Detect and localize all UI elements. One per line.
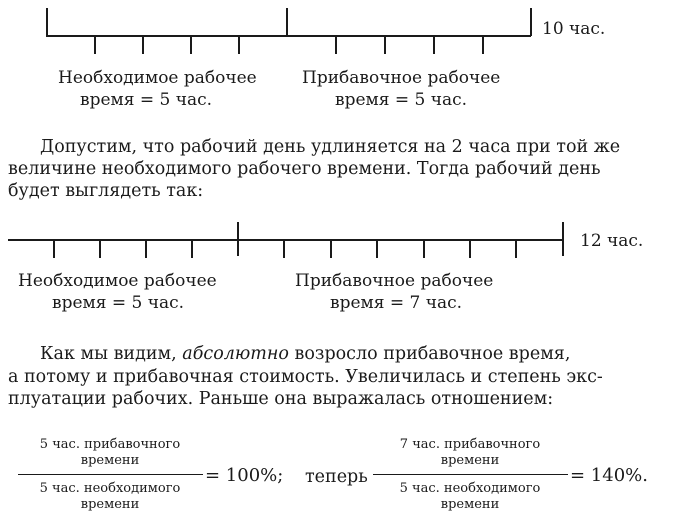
hour-tick	[94, 36, 96, 54]
fraction-bar	[373, 474, 568, 475]
text-line	[40, 343, 570, 365]
numerator-line2: времени	[80, 453, 140, 468]
surplus-time-label-line2: время = 5 час.	[335, 90, 468, 110]
fraction-bar	[18, 474, 203, 475]
time-axis-line	[8, 239, 563, 241]
hour-tick	[142, 36, 144, 54]
hour-tick	[99, 240, 101, 258]
hour-tick	[53, 240, 55, 258]
text-line: будет выглядеть так:	[8, 181, 204, 201]
hour-tick	[515, 240, 517, 258]
numerator-line2: времени	[440, 453, 500, 468]
total-hours-label: 12 час.	[580, 231, 644, 251]
surplus-time-label-line2: время = 7 час.	[330, 293, 463, 313]
result-after: = 140%.	[570, 465, 648, 486]
necessary-time-label-line2: время = 5 час.	[52, 293, 185, 313]
denominator-line2: времени	[440, 497, 500, 512]
hour-tick	[423, 240, 425, 258]
hour-tick	[190, 36, 192, 54]
hour-tick	[145, 240, 147, 258]
hour-tick	[469, 240, 471, 258]
hour-tick	[482, 36, 484, 54]
necessary-time-label-line1: Необходимое рабочее	[18, 271, 217, 291]
hour-tick	[238, 36, 240, 54]
denominator-line1: 5 час. необходимого	[399, 481, 541, 496]
total-hours-label: 10 час.	[542, 19, 606, 39]
text-line: величине необходимого рабочего времени. Тогда рабочий день	[8, 159, 601, 179]
hour-tick	[384, 36, 386, 54]
hour-tick	[335, 36, 337, 54]
text-line: плуатации рабочих. Раньше она выражалась отношением:	[8, 389, 554, 409]
hour-tick	[376, 240, 378, 258]
boundary-tick	[286, 8, 288, 36]
boundary-tick	[530, 8, 532, 36]
necessary-time-label-line2: время = 5 час.	[80, 90, 213, 110]
time-axis-line	[46, 35, 531, 37]
hour-tick	[191, 240, 193, 258]
text-line: Допустим, что рабочий день удлиняется на 2 часа при той же	[40, 137, 621, 157]
denominator-line2: времени	[80, 497, 140, 512]
surplus-time-label-line1: Прибавочное рабочее	[295, 271, 494, 291]
result-before: = 100%;	[205, 465, 284, 486]
text-line: а потому и прибавочная стоимость. Увеличилась и степень экс-	[8, 367, 603, 387]
text-segment: возросло прибавочное время,	[288, 344, 571, 364]
hour-tick	[330, 240, 332, 258]
hour-tick	[433, 36, 435, 54]
surplus-time-label-line1: Прибавочное рабочее	[302, 68, 501, 88]
numerator-line1: 5 час. прибавочного	[39, 437, 181, 452]
numerator-line1: 7 час. прибавочного	[399, 437, 541, 452]
denominator-line1: 5 час. необходимого	[39, 481, 181, 496]
hour-tick	[283, 240, 285, 258]
italic-word: абсолютно	[182, 344, 289, 364]
text-segment: Как мы видим,	[40, 344, 183, 364]
boundary-tick	[46, 8, 48, 36]
word-now: теперь	[305, 467, 368, 487]
necessary-time-label-line1: Необходимое рабочее	[58, 68, 257, 88]
